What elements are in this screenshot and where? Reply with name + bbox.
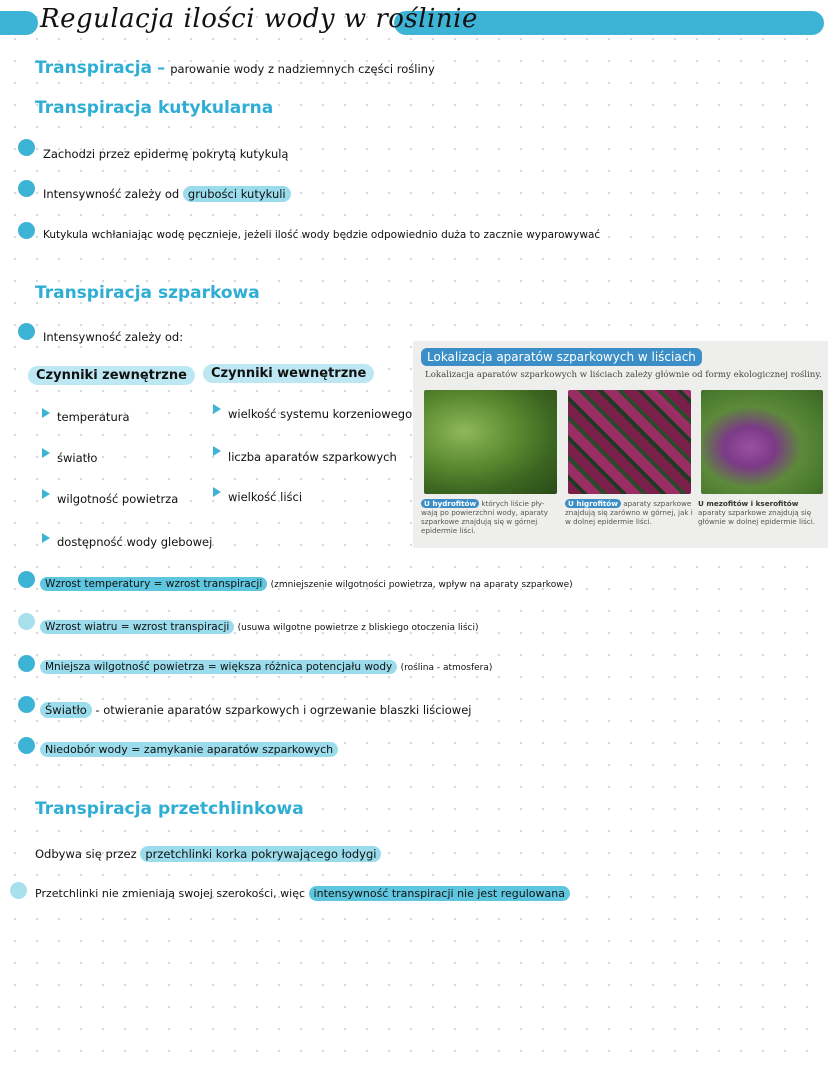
external-item-3: wilgotność powietrza [57, 492, 179, 506]
kutykularna-item-1: Zachodzi przez epidermę pokrytą kutykulą [43, 147, 289, 161]
bullet-icon [18, 323, 35, 340]
external-item-2: światło [57, 451, 98, 465]
internal-factors-label: Czynniki wewnętrzne [203, 364, 374, 383]
heading-szparkowa: Transpiracja szparkowa [35, 283, 260, 303]
effect-4-note: - otwieranie aparatów szparkowych i ogrzewanie blaszki liściowej [95, 703, 472, 717]
heading-kutykularna: Transpiracja kutykularna [35, 98, 274, 118]
page-title: Regulacja ilości wody w roślinie [40, 4, 478, 34]
hygrophyte-photo [568, 390, 691, 494]
internal-item-3: wielkość liści [228, 490, 303, 504]
definition-dash: – [157, 58, 166, 77]
przetchlinkowa-line-1-text: Odbywa się przez [35, 847, 137, 861]
hydrophyte-photo [424, 390, 557, 494]
bullet-icon [18, 571, 35, 588]
effect-4 [40, 703, 471, 717]
przetchlinkowa-line-2-text: Przetchlinki nie zmieniają swojej szerokości, więc [35, 887, 306, 900]
mesophyte-photo [701, 390, 823, 494]
effect-3-note: (roślina - atmosfera) [400, 663, 493, 673]
kutykularna-item-2-highlight: grubości kutykuli [183, 186, 291, 202]
triangle-bullet-icon [213, 404, 221, 414]
triangle-bullet-icon [42, 533, 50, 543]
definition-line [35, 58, 435, 78]
heading-przetchlinkowa: Transpiracja przetchlinkowa [35, 799, 304, 819]
effect-5 [40, 743, 338, 756]
effect-2 [40, 621, 478, 633]
title-bar-left [0, 11, 38, 35]
internal-item-2: liczba aparatów szparkowych [228, 450, 397, 464]
triangle-bullet-icon [213, 487, 221, 497]
external-item-1: temperatura [57, 410, 130, 424]
bullet-icon [18, 222, 35, 239]
bullet-icon [18, 655, 35, 672]
przetchlinkowa-line-1-highlight: przetchlinki korka pokrywającego łodygi [140, 846, 381, 862]
caption-hydrophyte [421, 499, 559, 535]
external-item-4: dostępność wody glebowej [57, 535, 213, 549]
przetchlinkowa-line-2 [35, 887, 570, 900]
external-factors-label: Czynniki zewnętrzne [28, 366, 195, 385]
caption-tag: U mezofitów i kserofitów [698, 499, 799, 508]
bullet-icon [18, 696, 35, 713]
stomata-location-card [413, 341, 828, 548]
effect-2-note: (usuwa wilgotne powietrze z bliskiego otoczenia liści) [237, 623, 479, 633]
szparkowa-intro: Intensywność zależy od: [43, 330, 184, 344]
effect-3-highlight: Mniejsza wilgotność powietrza = większa różnica potencjału wody [40, 660, 397, 674]
effect-4-highlight: Światło [40, 702, 92, 718]
effect-1 [40, 578, 573, 590]
card-title: Lokalizacja aparatów szparkowych w liściach [421, 348, 702, 366]
caption-tag: U higrofitów [565, 499, 621, 508]
triangle-bullet-icon [42, 448, 50, 458]
kutykularna-item-2-text: Intensywność zależy od [43, 187, 180, 201]
bullet-icon [18, 737, 35, 754]
przetchlinkowa-line-2-highlight: intensywność transpiracji nie jest regulowana [309, 886, 570, 901]
effect-1-note: (zmniejszenie wilgotności powietrza, wpływ na aparaty szparkowe) [270, 580, 573, 590]
caption-tag: U hydrofitów [421, 499, 479, 508]
term-transpiracja: Transpiracja [35, 58, 153, 78]
kutykularna-item-3: Kutykula wchłaniając wodę pęcznieje, jeżeli ilość wody będzie odpowiednio duża to zacznie wyparowywać [43, 229, 601, 241]
bullet-icon [18, 613, 35, 630]
effect-2-highlight: Wzrost wiatru = wzrost transpiracji [40, 620, 234, 634]
kutykularna-item-2 [43, 187, 291, 201]
caption-mesophyte [698, 499, 823, 526]
bullet-icon [18, 139, 35, 156]
definition-text: parowanie wody z nadziemnych części rośliny [170, 62, 435, 76]
caption-hygrophyte [565, 499, 693, 526]
bullet-icon [18, 180, 35, 197]
przetchlinkowa-line-1 [35, 847, 381, 861]
triangle-bullet-icon [42, 408, 50, 418]
triangle-bullet-icon [213, 446, 221, 456]
triangle-bullet-icon [42, 489, 50, 499]
effect-5-highlight: Niedobór wody = zamykanie aparatów szparkowych [40, 742, 338, 757]
effect-1-highlight: Wzrost temperatury = wzrost transpiracji [40, 577, 267, 591]
caption-text: których liście pły-wają po powierzchni wody, aparaty szparkowe znajdują się w górnej epidermie liści. [421, 499, 549, 535]
internal-item-1: wielkość systemu korzeniowego [228, 407, 413, 421]
effect-3 [40, 661, 492, 673]
card-subtitle: Lokalizacja aparatów szparkowych w liściach zależy głównie od formy ekologicznej rośliny. [425, 370, 822, 380]
caption-text: aparaty szparkowe znajdują się głównie w dolnej epidermie liści. [698, 508, 815, 526]
bullet-icon [10, 882, 27, 899]
caption-text: aparaty szparkowe znajdują się zarówno w górnej, jak i w dolnej epidermie liści. [565, 499, 693, 526]
